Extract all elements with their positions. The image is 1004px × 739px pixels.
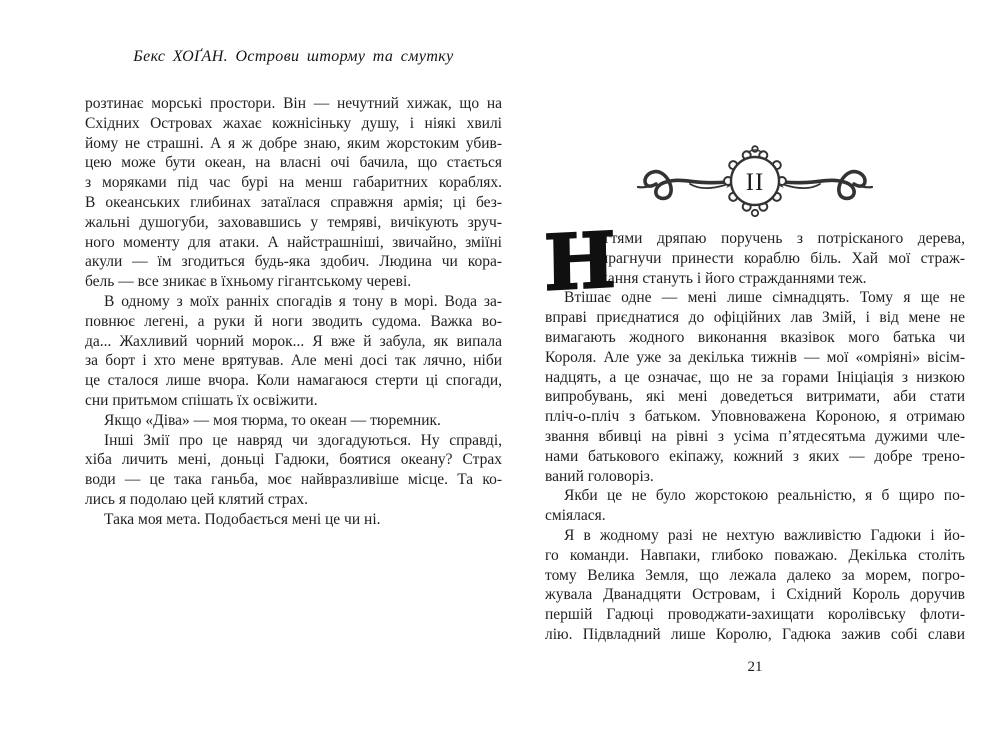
text-line: води — це така ганьба, моє найвразливіше місце. Та ко- (85, 471, 502, 489)
text-line: цею може бути океан, на власні очі бачила, що стається (85, 154, 502, 172)
text-line: за борт і хто мене врятував. Але мені досі так лячно, ніби (85, 352, 502, 370)
text-line: Втішає одне — мені лише сімнадцять. Тому я ще не (564, 289, 965, 307)
text-line: вимагають жодного виконання вказівок мого батька чи (545, 328, 965, 346)
text-line: повнює легені, а руки й ноги зводить судома. Важка во- (85, 312, 502, 330)
text-line: надцять, а це означає, що не за горами Ініціація з низкою (545, 368, 965, 386)
text-line: ваний головоріз. (545, 467, 654, 485)
text-line: лію. Підвладний лише Королю, Гадюка зажив собі слави (545, 625, 965, 643)
text-line: Інші Змії про це навряд чи здогадуються. Ну справді, (104, 431, 502, 449)
text-line: тому Велика Земля, що лежала далеко за морем, погро- (545, 566, 965, 584)
text-line: розтинає морські простори. Він — нечутний хижак, що на (85, 95, 502, 112)
left-page-body-text (85, 94, 502, 530)
text-line: жальні душогуби, заховавшись у темряві, вичікують зруч- (85, 213, 502, 231)
text-line: сни притьмом спішать їх освіжити. (85, 391, 318, 409)
text-line: ігтями дряпаю поручень з потрісканого дерева, (600, 230, 965, 247)
running-head: Бекс ХОҐАН. Острови шторму та смутку (133, 48, 454, 65)
page-number: 21 (747, 658, 763, 675)
text-line: Якщо «Діва» — моя тюрма, то океан — тюремник. (104, 411, 441, 429)
text-line: Я в жодному разі не нехтую важливістю Гадюки і йо- (564, 526, 965, 544)
text-line: лись я подолаю цей клятий страх. (85, 490, 309, 508)
text-line: випробувань, які мені доведеться витримати, аби стати (545, 388, 965, 406)
text-line: жувала Дванадцяти Островам, і Східний Король доручив (545, 586, 965, 604)
left-page (85, 48, 502, 530)
text-line: В одному з моїх ранніх спогадів я тону в морі. Вода за- (104, 292, 502, 310)
text-line: Східних Островах жахає кожнісіньку душу, і ніякі хвилі (85, 114, 502, 132)
text-line: бель — все зникає в їхньому гігантському череві. (85, 273, 412, 291)
text-line: Така моя мета. Подобається мені це чи ні. (104, 510, 381, 528)
text-line: акули — їм згодиться будь-яка здобич. Людина чи кора- (85, 253, 502, 271)
chapter-ornament-icon (630, 142, 880, 220)
text-line: ного моменту для атаки. А найстрашніші, звичайно, зміїні (85, 233, 502, 251)
drop-cap (543, 215, 617, 308)
text-line: вправі приєднатися до офіційних лав Змій, і від мене не (545, 309, 965, 327)
text-line: з моряками під час бурі на менш габаритних кораблях. (85, 174, 502, 192)
chapter-divider (545, 142, 965, 220)
text-line: Короля. Але уже за декілька тижнів — мої «омріяні» вісім- (545, 348, 965, 366)
text-line: першій Гадюці проводжати-захищати королівську флоти- (545, 606, 965, 624)
text-line: нами батькового екіпажу, кожний з яких — добре трено- (545, 447, 965, 465)
text-line: да... Жахливий чорний морок... Я вже й забула, як випала (85, 332, 502, 350)
text-line: го команди. Навпаки, глибоко поважаю. Декілька століть (545, 546, 965, 564)
text-line: прагнучи принести кораблю біль. Хай мої страж- (600, 249, 965, 267)
text-line: йому не страшні. А я ж добре знаю, яким жорстоким убив- (85, 134, 502, 152)
right-page-body-text (543, 215, 965, 645)
text-line: звання вбивці на рівні з усіма п’ятдесятьма дужими чле- (545, 427, 965, 445)
text-line: це сталося лише вчора. Коли намагаюся стерти ці спогади, (85, 372, 502, 390)
text-line: дання стануть і його стражданнями теж. (600, 269, 867, 287)
drop-cap-letter: Н (543, 215, 617, 308)
text-line: сміялася. (545, 507, 606, 525)
text-line: хіба личить мені, доньці Гадюки, боятися океану? Страх (85, 451, 502, 469)
text-line: В океанських глибинах затаїлася справжня армія; ці без- (85, 193, 502, 211)
right-page (545, 142, 965, 676)
text-line: Якби це не було жорстокою реальністю, я б щиро по- (564, 487, 965, 505)
text-line: пліч-о-пліч з батьком. Уповноважена Короною, я отримаю (545, 408, 965, 426)
chapter-numeral: II (745, 169, 765, 196)
